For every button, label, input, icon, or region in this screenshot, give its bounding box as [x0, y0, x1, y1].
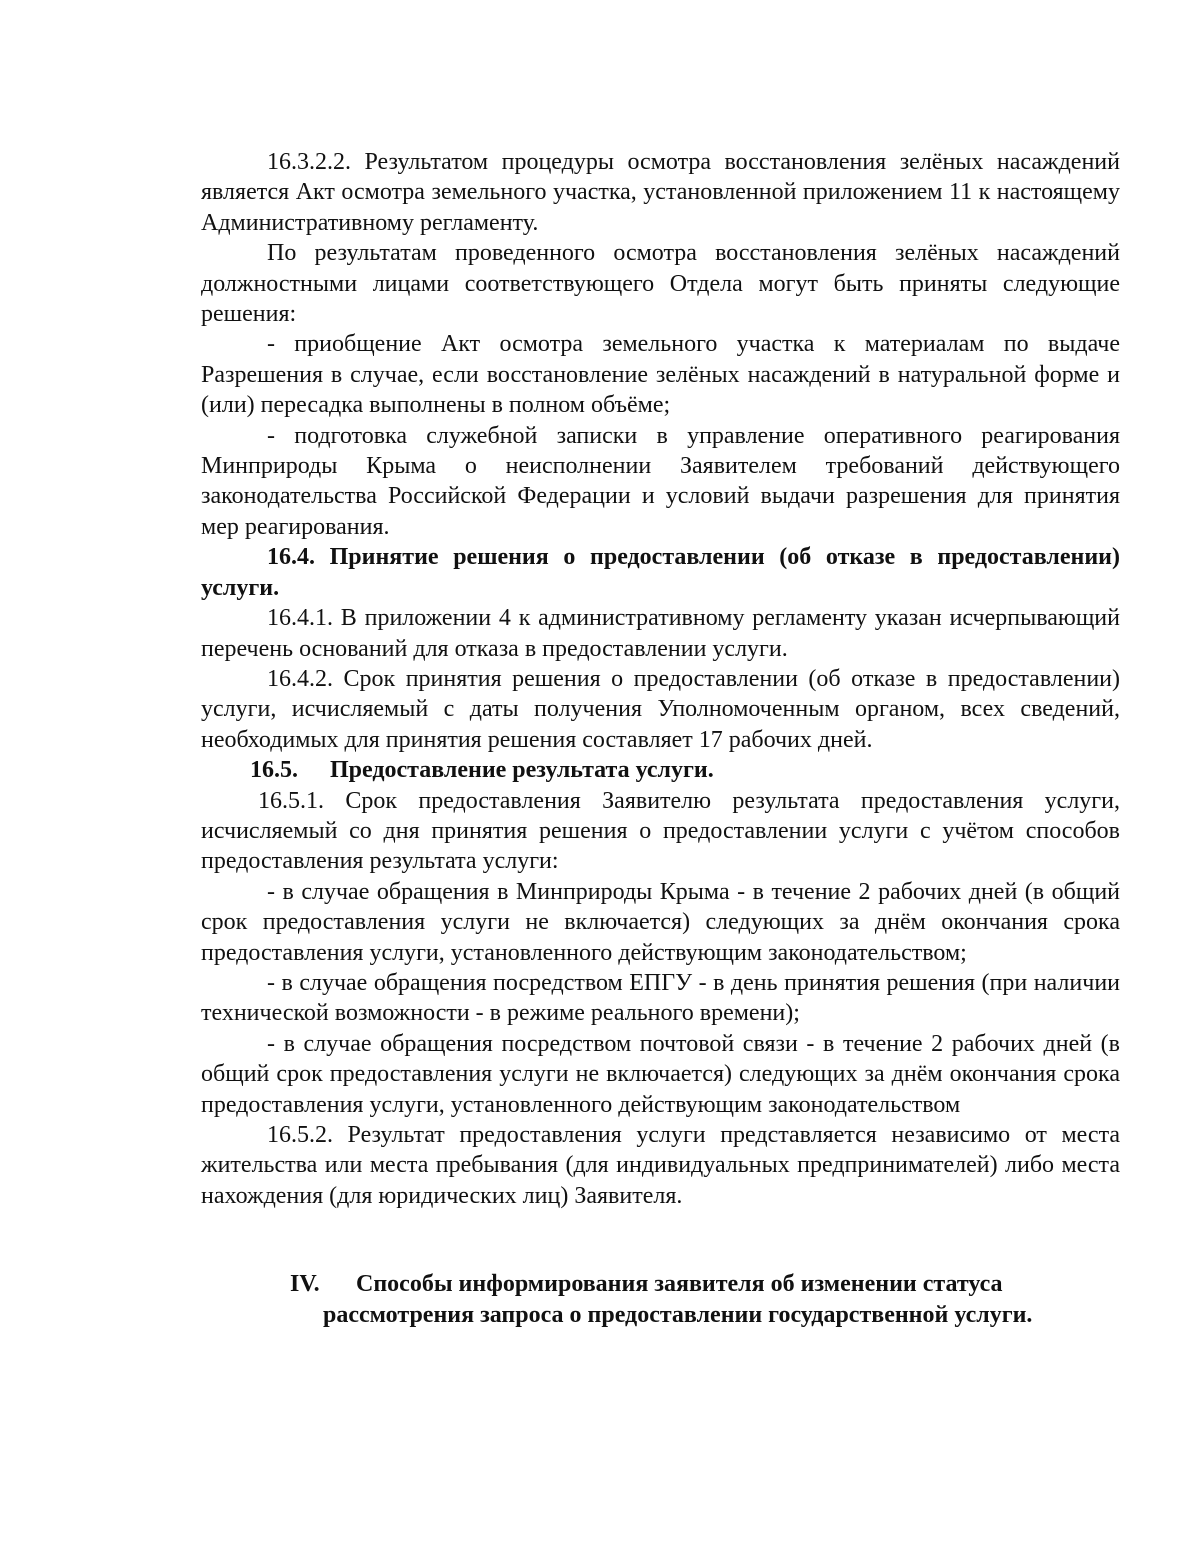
section-title-line-1: Способы информирования заявителя об изменении статуса	[356, 1271, 1003, 1297]
heading-16-5-number: 16.5.	[250, 757, 298, 784]
paragraph-16-5-2: 16.5.2. Результат предоставления услуги представляется независимо от места жительства или места пребывания (для индивидуальных предпринимателей) либо места нахождения (для юридических лиц) Заявителя.	[201, 1122, 1120, 1209]
paragraph-16-3-2-2: 16.3.2.2. Результатом процедуры осмотра восстановления зелёных насаждений является Акт осмотра земельного участка, установленной приложением 11 к настоящему Административному регламенту.	[201, 149, 1120, 236]
paragraph-decision-memo: - подготовка служебной записки в управление оперативного реагирования Минприроды Крыма о неисполнении Заявителем требований действующего законодательства Российской Федерации и условий выдачи разрешения для принятия мер реагирования.	[201, 422, 1120, 540]
document-body	[201, 147, 1120, 1211]
heading-16-4: 16.4. Принятие решения о предоставлении (об отказе в предоставлении) услуги.	[201, 544, 1120, 601]
section-iv-heading	[290, 1269, 1120, 1331]
paragraph-16-4-2: 16.4.2. Срок принятия решения о предоставлении (об отказе в предоставлении) услуги, исчисляемый с даты получения Уполномоченным органом, всех сведений, необходимых для принятия решения составляет 17 рабочих дней.	[201, 665, 1120, 753]
section-title-line-2: рассмотрения запроса о предоставлении государственной услуги.	[323, 1302, 1033, 1328]
paragraph-inspection-results: По результатам проведенного осмотра восстановления зелёных насаждений должностными лицами соответствующего Отдела могут быть приняты следующие решения:	[201, 240, 1120, 328]
bullet-epgu-request: - в случае обращения посредством ЕПГУ - в день принятия решения (при наличии технической возможности - в режиме реального времени);	[201, 969, 1120, 1027]
heading-16-5	[201, 755, 1120, 785]
bullet-ministry-request: - в случае обращения в Минприроды Крыма - в течение 2 рабочих дней (в общий срок предоставления услуги не включается) следующих за днём окончания срока предоставления услуги, установленного действующим законодательством;	[201, 878, 1120, 966]
paragraph-decision-attach-act: - приобщение Акт осмотра земельного участка к материалам по выдаче Разрешения в случае, если восстановление зелёных насаждений в натуральной форме и (или) пересадка выполнены в полном объёме;	[201, 331, 1120, 419]
bullet-postal-request: - в случае обращения посредством почтовой связи - в течение 2 рабочих дней (в общий срок предоставления услуги не включается) следующих за днём окончания срока предоставления услуги, установленного действующим законодательством	[201, 1030, 1120, 1118]
heading-16-5-title: Предоставление результата услуги.	[330, 757, 714, 784]
section-roman-numeral: IV.	[290, 1271, 320, 1297]
paragraph-16-5-1: 16.5.1. Срок предоставления Заявителю результата предоставления услуги, исчисляемый со дня принятия решения о предоставлении услуги с учётом способов предоставления результата услуги:	[201, 787, 1120, 875]
paragraph-16-4-1: 16.4.1. В приложении 4 к административному регламенту указан исчерпывающий перечень оснований для отказа в предоставлении услуги.	[201, 605, 1120, 662]
